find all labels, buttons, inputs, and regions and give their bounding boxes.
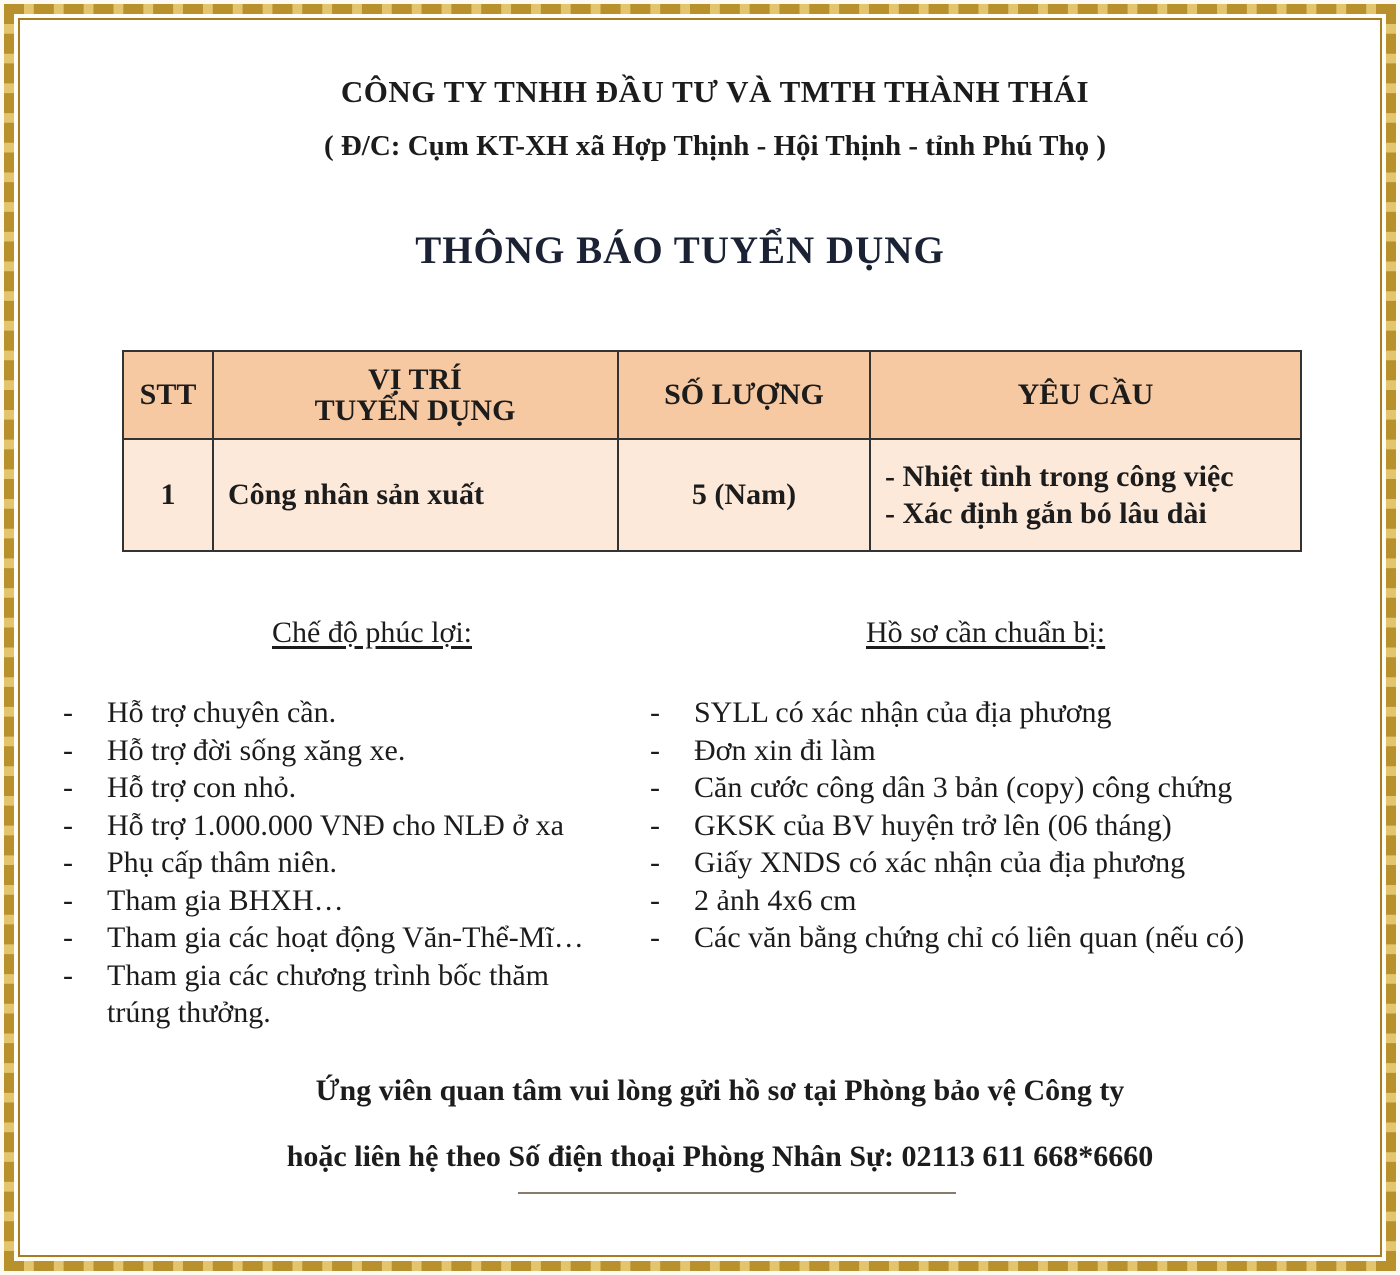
- list-item: - Hỗ trợ chuyên cần.: [57, 694, 637, 732]
- table-header-row: [123, 351, 1301, 439]
- list-item: - Giấy XNDS có xác nhận của địa phương: [644, 844, 1334, 882]
- footer-line-1: Ứng viên quan tâm vui lòng gửi hồ sơ tại Phòng bảo vệ Công ty: [315, 1074, 1125, 1107]
- page-title: THÔNG BÁO TUYỂN DỤNG: [415, 229, 945, 272]
- header-requirements: YÊU CẦU: [870, 351, 1301, 439]
- header-quantity: SỐ LƯỢNG: [618, 351, 870, 439]
- job-table: [122, 350, 1302, 552]
- page-panel: [18, 18, 1382, 1257]
- benefits-list: [57, 694, 637, 1032]
- list-item: - 2 ảnh 4x6 cm: [644, 882, 1334, 920]
- requirement-item: - Xác định gắn bó lâu dài: [885, 497, 1207, 530]
- footer-divider: [518, 1192, 956, 1194]
- list-item: - Hỗ trợ đời sống xăng xe.: [57, 732, 637, 770]
- list-item: - Phụ cấp thâm niên.: [57, 844, 637, 882]
- benefits-heading: Chế độ phúc lợi:: [272, 616, 473, 649]
- list-item: - Các văn bằng chứng chỉ có liên quan (nếu có): [644, 919, 1334, 957]
- documents-list: [644, 694, 1334, 957]
- cell-requirements: [870, 439, 1301, 551]
- cell-stt: 1: [123, 439, 213, 551]
- table-row: [123, 439, 1301, 551]
- header-stt: STT: [123, 351, 213, 439]
- requirement-item: - Nhiệt tình trong công việc: [885, 459, 1234, 493]
- list-item: - SYLL có xác nhận của địa phương: [644, 694, 1334, 732]
- list-item: - Tham gia BHXH…: [57, 882, 637, 920]
- company-address: ( Đ/C: Cụm KT-XH xã Hợp Thịnh - Hội Thịnh - tỉnh Phú Thọ ): [323, 130, 1107, 162]
- documents-heading: Hồ sơ cần chuẩn bị:: [866, 616, 1106, 649]
- header-position-line2: TUYỂN DỤNG: [314, 394, 516, 427]
- footer-line-2: hoặc liên hệ theo Số điện thoại Phòng Nhân Sự: 02113 611 668*6660: [286, 1140, 1154, 1173]
- header-position: [213, 351, 618, 439]
- list-item: - Căn cước công dân 3 bản (copy) công chứng: [644, 769, 1334, 807]
- company-name: CÔNG TY TNHH ĐẦU TƯ VÀ TMTH THÀNH THÁI: [340, 74, 1090, 109]
- list-item: - Tham gia các chương trình bốc thăm trúng thưởng.: [57, 957, 597, 1032]
- header-position-line1: VỊ TRÍ: [368, 362, 462, 396]
- list-item: - Đơn xin đi làm: [644, 732, 1334, 770]
- cell-position: Công nhân sản xuất: [213, 439, 618, 551]
- list-item: - Tham gia các hoạt động Văn-Thể-Mĩ…: [57, 919, 637, 957]
- cell-quantity: 5 (Nam): [618, 439, 870, 551]
- list-item: - GKSK của BV huyện trở lên (06 tháng): [644, 807, 1334, 845]
- list-item: - Hỗ trợ 1.000.000 VNĐ cho NLĐ ở xa: [57, 807, 637, 845]
- list-item: - Hỗ trợ con nhỏ.: [57, 769, 637, 807]
